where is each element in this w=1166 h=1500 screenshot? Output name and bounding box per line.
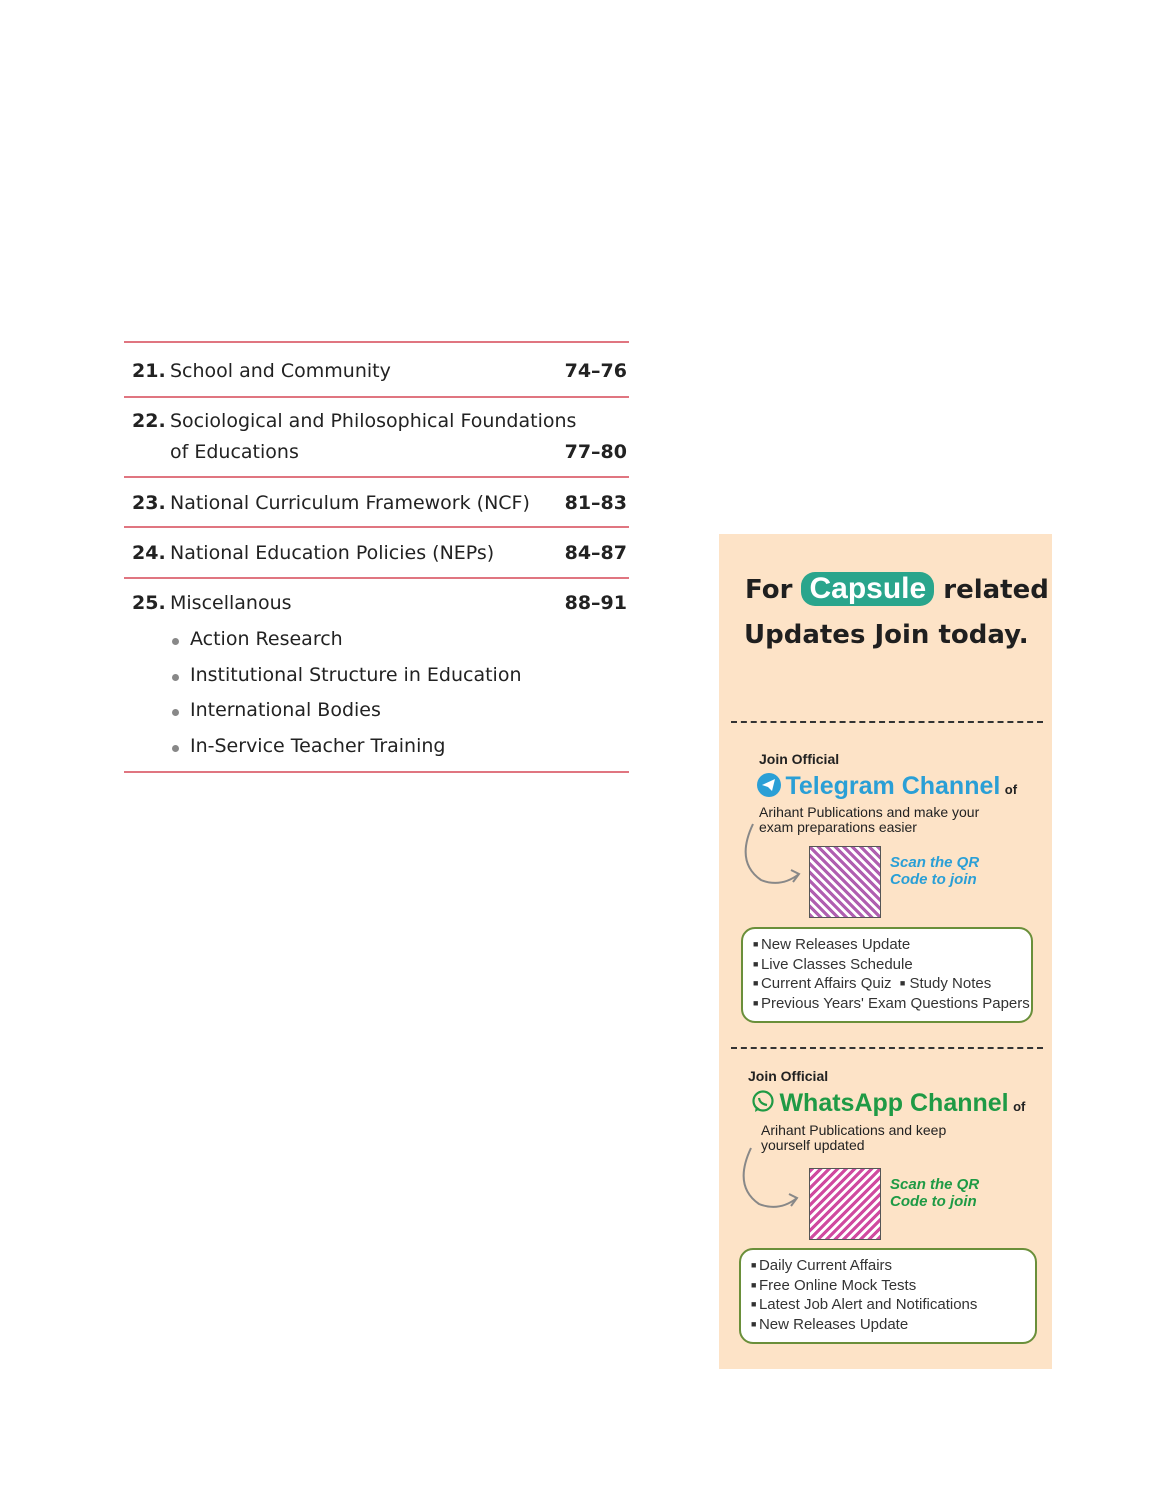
subtopic-label: In-Service Teacher Training [190, 735, 446, 757]
join-official-label: Join Official [748, 1068, 829, 1084]
ad-heading [745, 572, 1049, 606]
page-range: 84–87 [564, 542, 627, 564]
whatsapp-title [751, 1089, 1025, 1118]
page-range: 88–91 [564, 592, 627, 614]
desc-line: yourself updated [761, 1137, 865, 1153]
feature-item: ■ Daily Current Affairs [751, 1256, 1035, 1276]
chapter-title: National Education Policies (NEPs) [170, 542, 495, 564]
divider [124, 476, 629, 478]
page-range: 81–83 [564, 492, 627, 514]
scan-line: Scan the QR [890, 854, 980, 871]
feature-item: Current Affairs Quiz [760, 975, 892, 992]
divider [124, 396, 629, 398]
capsule-logo: Capsule [801, 572, 934, 606]
curved-arrow-icon [741, 822, 803, 890]
chapter-number: 25. [132, 592, 166, 614]
divider [124, 341, 629, 343]
subtopic-label: Action Research [190, 628, 343, 650]
chapter-title: Sociological and Philosophical Foundations [170, 410, 577, 432]
of-label: of [1004, 782, 1018, 797]
subtopic [172, 628, 343, 650]
telegram-qr-code[interactable] [809, 846, 881, 918]
scan-qr-text [890, 854, 979, 888]
heading-text: related [943, 575, 1049, 605]
telegram-features-box [741, 927, 1033, 1023]
desc-line: Arihant Publications and keep [761, 1122, 947, 1138]
chapter-title: School and Community [170, 360, 391, 382]
page-range: 77–80 [564, 441, 627, 463]
feature-row: ■ Current Affairs Quiz ■ Study Notes [753, 974, 1031, 994]
desc-line: Arihant Publications and make your [759, 804, 980, 820]
chapter-title: Miscellanous [170, 592, 292, 614]
scan-qr-text [890, 1176, 979, 1210]
telegram-channel-label: Telegram Channel [785, 772, 1001, 800]
divider [124, 526, 629, 528]
feature-item: ■ New Releases Update [753, 935, 1031, 955]
whatsapp-qr-code[interactable] [809, 1168, 881, 1240]
subtopic-label: Institutional Structure in Education [190, 664, 522, 686]
telegram-icon [757, 773, 781, 797]
chapter-number: 22. [132, 410, 166, 432]
heading-text: For [745, 575, 793, 605]
dashed-divider [731, 721, 1043, 723]
whatsapp-channel-label: WhatsApp Channel [779, 1089, 1009, 1117]
divider [124, 771, 629, 773]
ad-heading-line2: Updates Join today. [744, 620, 1029, 650]
divider [124, 577, 629, 579]
feature-item: ■ Latest Job Alert and Notifications [751, 1295, 1035, 1315]
chapter-number: 23. [132, 492, 166, 514]
curved-arrow-icon [739, 1146, 801, 1214]
scan-line: Code to join [890, 871, 977, 888]
of-label: of [1013, 1099, 1026, 1114]
page-range: 74–76 [564, 360, 627, 382]
telegram-title [757, 772, 1017, 801]
subtopic-label: International Bodies [190, 699, 381, 721]
feature-item: ■ New Releases Update [751, 1315, 1035, 1335]
feature-item: ■ Live Classes Schedule [753, 955, 1031, 975]
chapter-title: National Curriculum Framework (NCF) [170, 492, 530, 514]
scan-line: Scan the QR [890, 1176, 980, 1193]
dashed-divider [731, 1047, 1043, 1049]
whatsapp-icon [751, 1090, 775, 1114]
desc-line: exam preparations easier [759, 819, 917, 835]
subtopic [172, 735, 445, 757]
feature-item: Study Notes [909, 975, 992, 992]
feature-item: ■ Previous Years' Exam Questions Papers [753, 994, 1031, 1014]
whatsapp-features-box [739, 1248, 1037, 1344]
subtopic [172, 699, 381, 721]
scan-line: Code to join [890, 1193, 977, 1210]
join-official-label: Join Official [759, 751, 840, 767]
chapter-number: 24. [132, 542, 166, 564]
advertisement-panel [719, 534, 1052, 1369]
chapter-number: 21. [132, 360, 166, 382]
feature-item: ■ Free Online Mock Tests [751, 1276, 1035, 1296]
subtopic [172, 664, 522, 686]
chapter-title-line2: of Educations [170, 441, 299, 463]
